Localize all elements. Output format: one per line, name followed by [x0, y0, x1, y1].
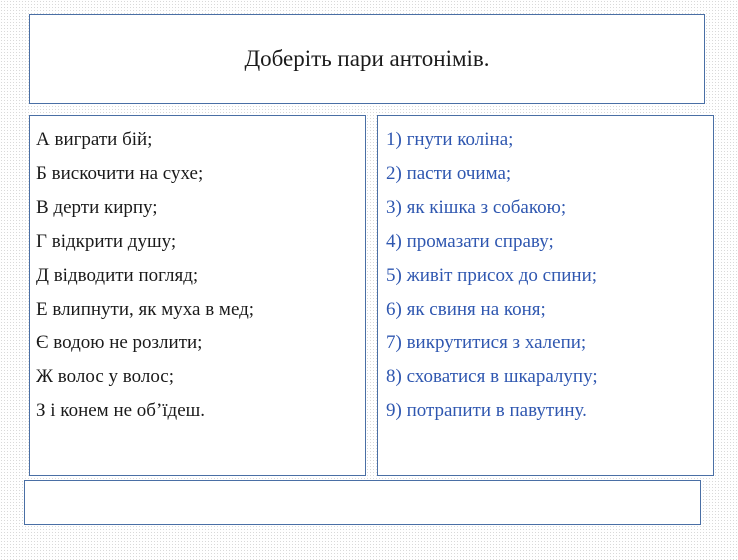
right-item: 3) як кішка з собакою; [386, 196, 567, 218]
right-item: 1) гнути коліна; [386, 129, 514, 150]
left-item: Є водою не розлити; [36, 332, 203, 354]
left-column [29, 115, 366, 476]
left-item: В дерти кирпу; [36, 196, 158, 218]
answer-box [24, 480, 701, 525]
title-box [29, 14, 705, 104]
right-item: 2) пасти очима; [386, 162, 512, 184]
left-item: Ж волос у волос; [36, 366, 175, 388]
right-list [386, 123, 713, 428]
right-item: 5) живіт присох до спини; [386, 264, 598, 286]
left-item: З і конем не об’їдеш. [36, 400, 206, 422]
left-item: А виграти бій; [36, 129, 153, 150]
left-item: Г відкрити душу; [36, 230, 177, 252]
right-item: 7) викрутитися з халепи; [386, 332, 587, 354]
right-item: 8) сховатися в шкаралупу; [386, 366, 598, 388]
right-column [377, 115, 714, 476]
right-item: 6) як свиня на коня; [386, 298, 546, 320]
right-item: 4) промазати справу; [386, 230, 554, 252]
left-item: Б вискочити на сухе; [36, 162, 204, 184]
right-item: 9) потрапити в павутину. [386, 400, 587, 422]
left-item: Д відводити погляд; [36, 264, 199, 286]
left-list [36, 123, 365, 428]
left-item: Е влипнути, як муха в мед; [36, 298, 255, 320]
page-title: Доберіть пари антонімів. [244, 46, 490, 71]
